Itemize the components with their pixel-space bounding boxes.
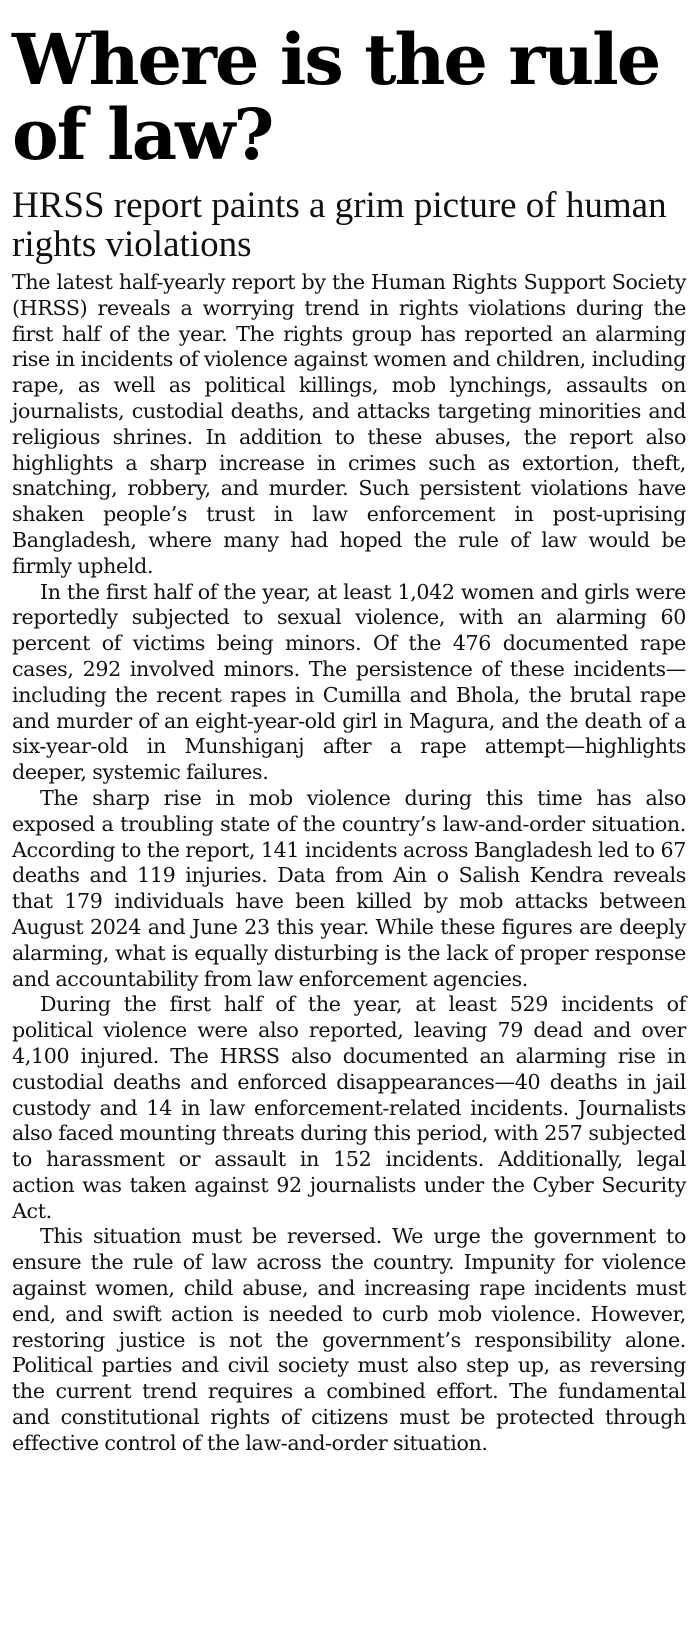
headline: Where is the rule of law? <box>12 18 660 176</box>
paragraph: The latest half-yearly report by the Human Rights Support Society (HRSS) reveals a worrying trend in rights violations during the first half of the year. The rights group has reported an alarming rise in incidents of violence against women and children, including rape, as well as political killings, mob lynchings, assaults on journalists, custodial deaths, and attacks targeting minorities and religious shrines. In addition to these abuses, the report also highlights a sharp increase in crimes such as extortion, theft, snatching, robbery, and murder. Such persistent violations have shaken people’s trust in law enforcement in post-uprising Bangladesh, where many had hoped the rule of law would be firmly upheld. <box>12 270 686 578</box>
paragraph: During the first half of the year, at least 529 incidents of political violence were also reported, leaving 79 dead and over 4,100 injured. The HRSS also documented an alarming rise in custodial deaths and enforced disappearances—40 deaths in jail custody and 14 in law enforcement-related incidents. Journalists also faced mounting threats during this period, with 257 subjected to harassment or assault in 152 incidents. Additionally, legal action was taken against 92 journalists under the Cyber Security Act. <box>12 992 686 1223</box>
article-body <box>12 270 686 1457</box>
paragraph: This situation must be reversed. We urge the government to ensure the rule of law across the country. Impunity for violence against women, child abuse, and increasing rape incidents must end, and swift action is needed to curb mob violence. However, restoring justice is not the government’s responsibility alone. Political parties and civil society must also step up, as reversing the current trend requires a combined effort. The fundamental and constitutional rights of citizens must be protected through effective control of the law-and-order situation. <box>12 1224 686 1455</box>
paragraph: In the first half of the year, at least 1,042 women and girls were reportedly subjected to sexual violence, with an alarming 60 percent of victims being minors. Of the 476 documented rape cases, 292 involved minors. The persistence of these incidents—including the recent rapes in Cumilla and Bhola, the brutal rape and murder of an eight-year-old girl in Magura, and the death of a six-year-old in Munshiganj after a rape attempt—highlights deeper, systemic failures. <box>12 579 686 785</box>
paragraph: The sharp rise in mob violence during this time has also exposed a troubling state of the country’s law-and-order situation. According to the report, 141 incidents across Bangladesh led to 67 deaths and 119 injuries. Data from Ain o Salish Kendra reveals that 179 individuals have been killed by mob attacks between August 2024 and June 23 this year. While these figures are deeply alarming, what is equally disturbing is the lack of proper response and accountability from law enforcement agencies. <box>12 785 686 991</box>
subheadline: HRSS report paints a grim picture of human rights violations <box>12 185 667 265</box>
